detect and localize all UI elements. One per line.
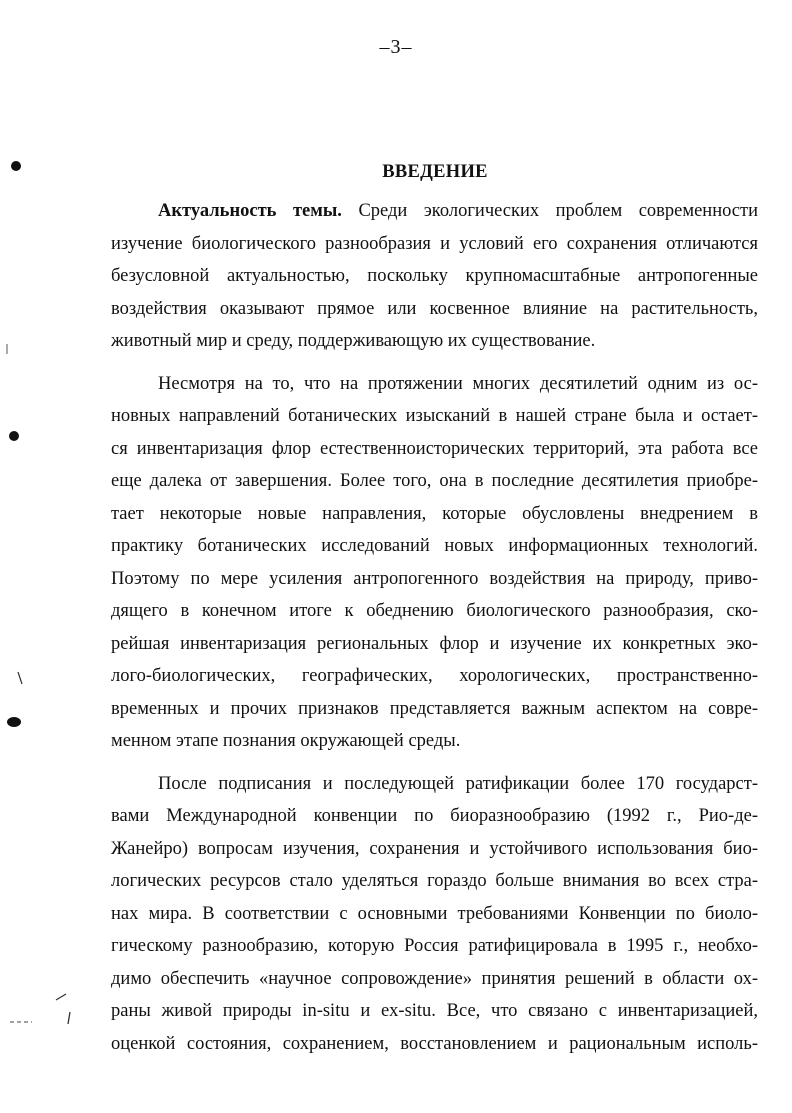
scan-streak (56, 994, 66, 1000)
lead-phrase: Актуальность темы. (158, 201, 342, 221)
text-line: временных и прочих признаков представляется важным аспектом на совре- (111, 698, 758, 719)
text-line: логических ресурсов стало уделяться гораздо больше внимания во всех стра- (111, 871, 758, 891)
text-line: новных направлений ботанических изысканий в нашей стране была и остает- (111, 406, 758, 426)
page-number: –3– (379, 36, 413, 58)
text-line: Жанейро) вопросам изучения, сохранения и устойчивого использования био- (111, 838, 758, 859)
text-line: Поэтому по мере усиления антропогенного воздействия на природу, приво- (111, 568, 758, 589)
paragraph (111, 368, 758, 758)
text-line: менном этапе познания окружающей среды. (111, 731, 461, 751)
text-line: животный мир и среду, поддерживающую их существование. (111, 331, 596, 351)
text-line: дящего в конечном итоге к обеднению биологического разнообразия, ско- (111, 601, 758, 621)
text-line: Несмотря на то, что на протяжении многих десятилетий одним из ос- (158, 373, 758, 394)
text-line: оценкой состояния, сохранением, восстановлением и рациональным исполь- (111, 1033, 758, 1054)
scan-streak (18, 672, 22, 684)
paragraph (111, 195, 758, 358)
ink-blot (7, 717, 21, 727)
text-line: димо обеспечить «научное сопровождение» принятия решений в области ох- (111, 968, 758, 989)
text-line: раны живой природы in-situ и ex-situ. Все, что связано с инвентаризацией, (111, 1001, 758, 1021)
text-line: безусловной актуальностью, поскольку крупномасштабные антропогенные (111, 266, 758, 286)
scan-streak (68, 1012, 70, 1024)
text-line: изучение биологического разнообразия и условий его сохранения отличаются (111, 233, 758, 254)
text-fragment: Среди экологических проблем современности (341, 201, 758, 221)
text-line: рейшая инвентаризация региональных флор и изучение их конкретных эко- (111, 633, 758, 654)
text-line: ся инвентаризация флор естественноисторических территорий, эта работа все (111, 438, 758, 459)
text-line (111, 195, 758, 228)
text-line: нах мира. В соответствии с основными требованиями Конвенции по биоло- (111, 903, 758, 924)
text-line: практику ботанических исследований новых информационных технологий. (111, 536, 758, 556)
text-line: воздействия оказывают прямое или косвенное влияние на растительность, (111, 298, 758, 319)
text-line: тает некоторые новые направления, которые обусловлены внедрением в (111, 503, 758, 524)
paragraph (111, 768, 758, 1061)
text-line: вами Международной конвенции по биоразнообразию (1992 г., Рио-де- (111, 806, 758, 826)
text-line: гическому разнообразию, которую Россия ратифицировала в 1995 г., необхо- (111, 936, 758, 956)
text-line: лого-биологических, географических, хорологических, пространственно- (111, 666, 758, 686)
ink-blot (9, 431, 19, 441)
text-line: еще далека от завершения. Более того, она в последние десятилетия приобре- (111, 471, 758, 491)
scan-artifacts (0, 0, 80, 1113)
ink-blot (11, 161, 21, 171)
body-text (111, 195, 758, 1060)
text-line: После подписания и последующей ратификации более 170 государст- (158, 773, 758, 794)
section-heading: ВВЕДЕНИЕ (382, 162, 488, 182)
